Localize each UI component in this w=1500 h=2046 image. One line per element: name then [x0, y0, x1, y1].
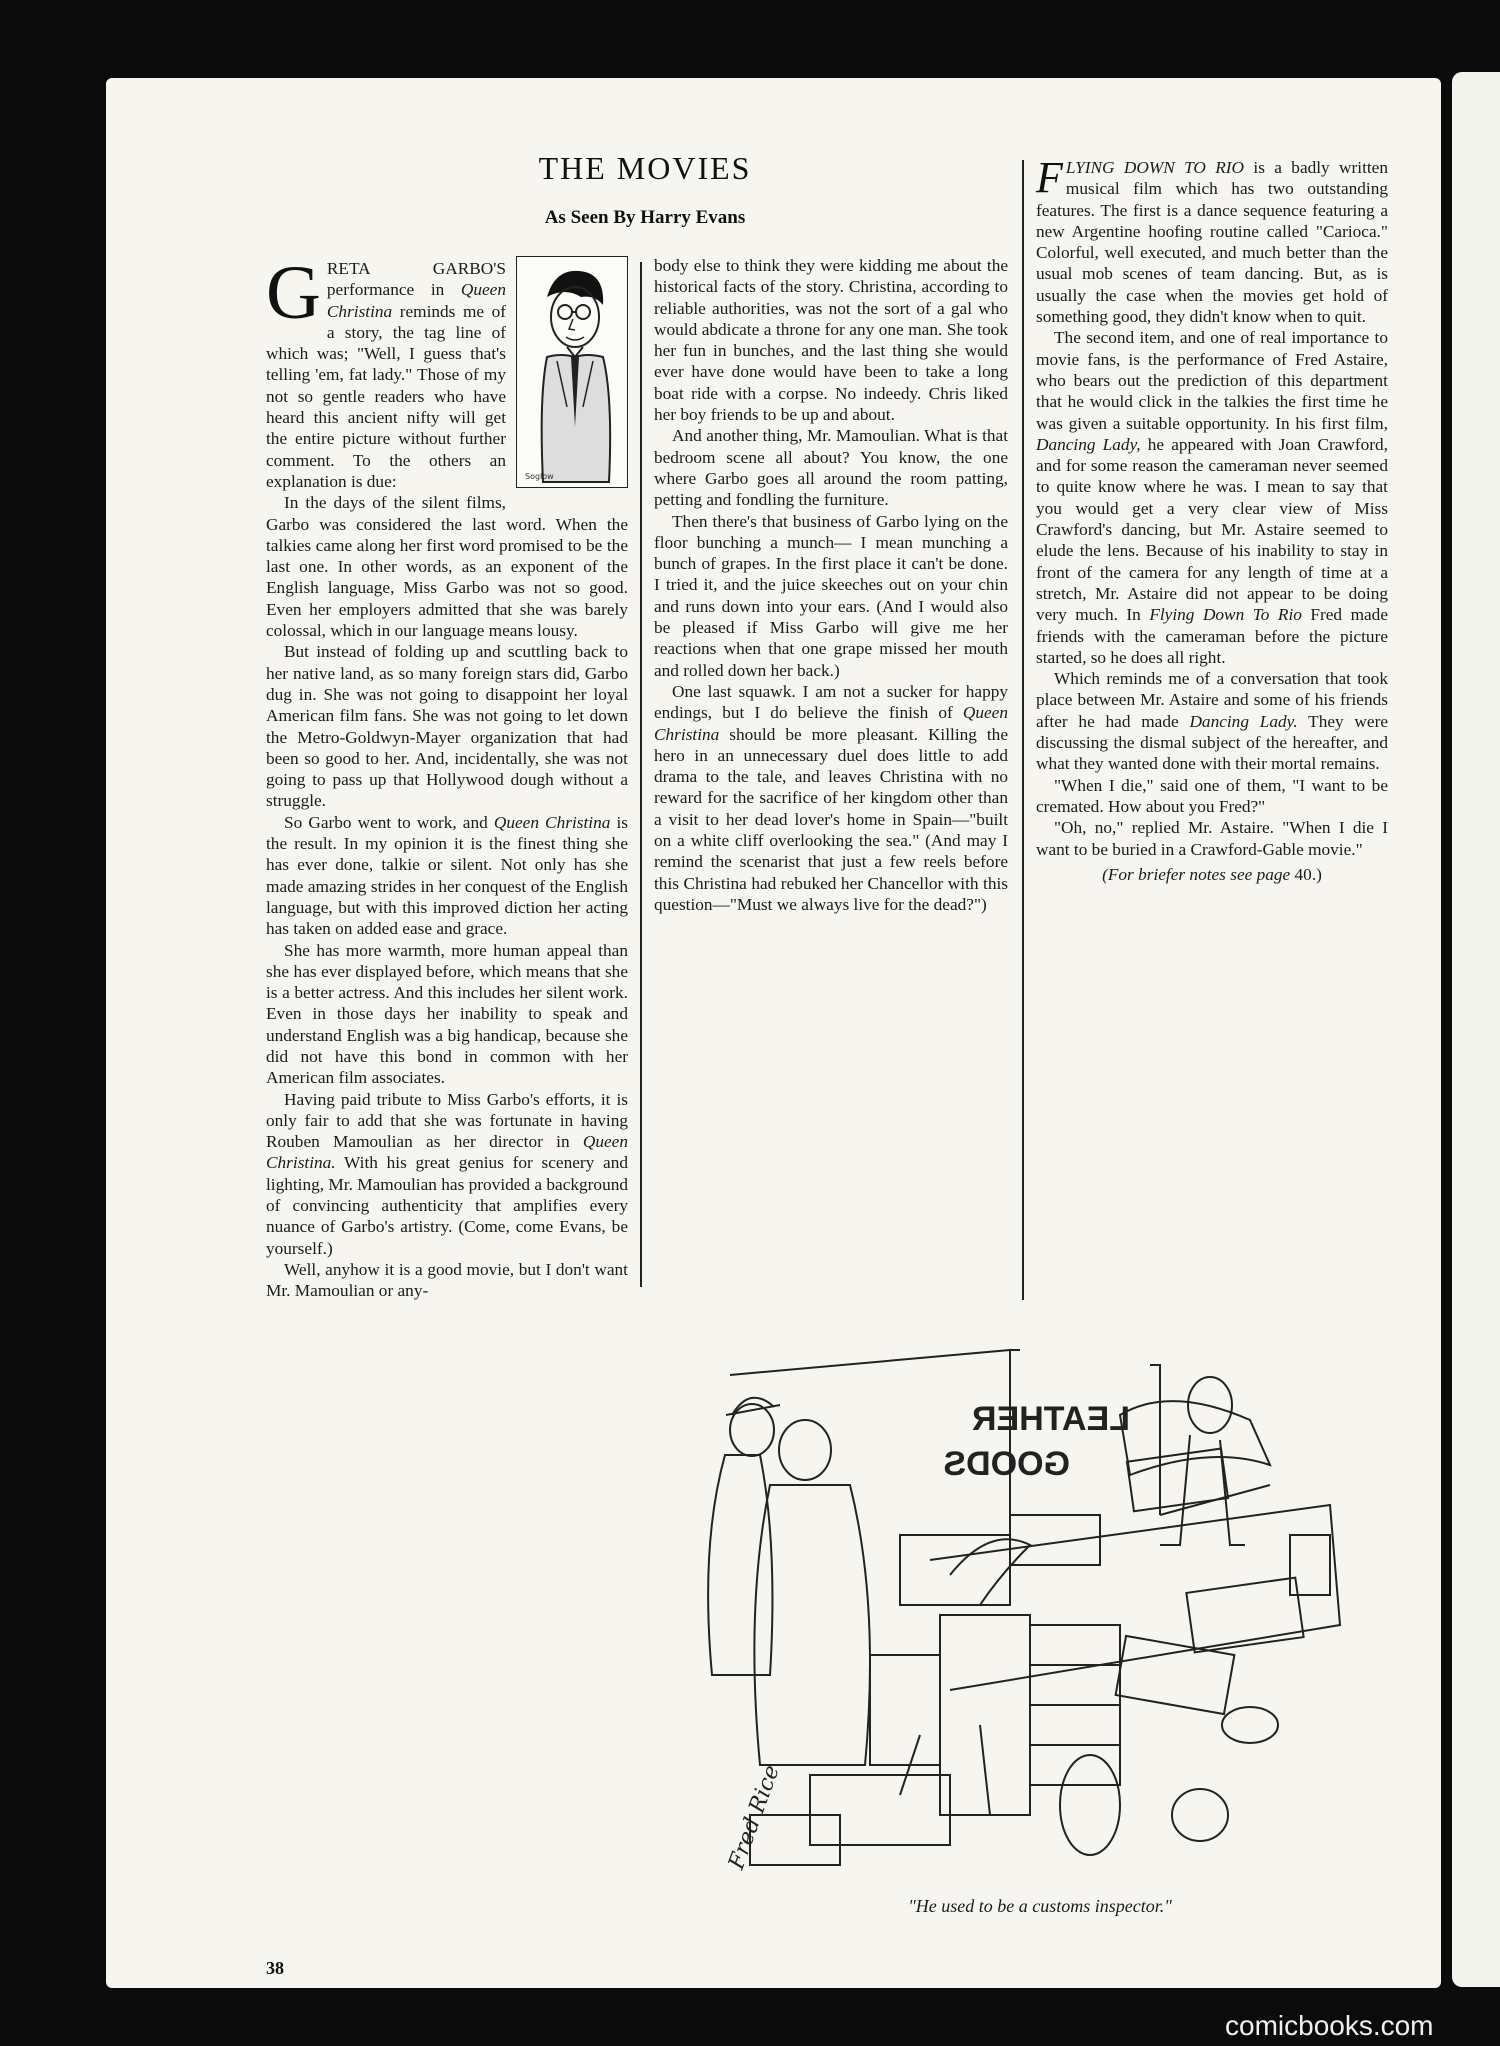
- film-title-queen-christina: Queen Christina: [326, 280, 506, 321]
- col3-paragraph-3: Which reminds me of a conversation that took place between Mr. Astaire and some of his friends after he had made Dancing Lady. They were discussing the dismal subject of the hereafter, and what they wanted done with their mortal remains.: [1036, 669, 1388, 774]
- article-byline: As Seen By Harry Evans: [544, 207, 746, 228]
- column-divider-right: [1022, 160, 1024, 1300]
- col1-p1-text-cont: reminds me of a story, the tag line of which was; "Well, I guess that's telling 'em, fat lady." Those of my not so gentle readers who have heard this ancient nifty will get the entire picture without further comment. To the others an explanation is due:: [266, 301, 506, 491]
- page-number: 38: [266, 1958, 284, 1978]
- adjacent-page-edge: [1452, 72, 1500, 1987]
- caricature-drawing: [517, 257, 627, 487]
- cartoon-drawing: [690, 1345, 1350, 1890]
- cartoon-caption: "He used to be a customs inspector.": [908, 1896, 1172, 1916]
- film-title-flying-down-to-rio: LYING DOWN TO RIO: [1065, 158, 1245, 177]
- caricature-portrait: [516, 256, 628, 488]
- artist-signature: Fred Rice: [724, 1761, 785, 1873]
- col1-paragraph-6: Having paid tribute to Miss Garbo's efforts, it is only fair to add that she was fortunate in having Rouben Mamoulian as her director in Queen Christina. With his great genius for scenery and lighting, Mr. Mamoulian has provided a background of convincing authenticity that amplifies every nuance of Garbo's artistry. (Come, come Evans, be yourself.): [266, 1089, 628, 1258]
- col2-paragraph-2: And another thing, Mr. Mamoulian. What is that bedroom scene all about? You know, the one where Garbo goes all around the room patting, petting and fondling the furniture.: [654, 426, 1008, 510]
- article-column-2: [654, 255, 1008, 915]
- shop-sign-goods: GOODS: [943, 1445, 1070, 1483]
- col1-paragraph-2: In the days of the silent films, Garbo was considered the last word. When the talkies came along her first word promised to be the last one. In other words, as an exponent of the English language, Miss Garbo was not so good. Even her employers admitted that she was barely colossal, which in our language means lousy.: [266, 493, 628, 641]
- col2-paragraph-1: body else to think they were kidding me about the historical facts of the story. Christina, according to reliable authorities, was not the sort of a gal who would abdicate a throne for any one man. She took her fun in bunches, and the last thing she would ever have done would have been to take a long boat ride with a corpse. No indeedy. Chris liked her boy friends to be up and about.: [654, 256, 1008, 425]
- dropcap-g: G: [266, 251, 321, 335]
- col3-paragraph-4: "When I die," said one of them, "I want to be cremated. How about you Fred?": [1036, 775, 1388, 816]
- col1-p1-text: RETA GARBO'S performance in: [326, 259, 506, 300]
- watermark-text: comicbooks.com: [1225, 2010, 1434, 2041]
- col1-paragraph-7: Well, anyhow it is a good movie, but I don't want Mr. Mamoulian or any-: [266, 1259, 628, 1301]
- col1-paragraph-3: But instead of folding up and scuttling back to her native land, as so many foreign stars did, Garbo dug in. She was not going to disappoint her loyal American film fans. She was not going to let down the Metro-Goldwyn-Mayer organization that had been so good to her. And, incidentally, she was not going to pass up that Hollywood dough without a struggle.: [266, 642, 628, 811]
- article-column-3: [1036, 153, 1389, 885]
- dropcap-f: F: [1036, 153, 1063, 202]
- shop-sign-leather: LEATHER: [971, 1400, 1130, 1438]
- article-column-1: [266, 251, 628, 1302]
- article-title: THE MOVIES: [538, 150, 752, 186]
- col3-paragraph-1: FLYING DOWN TO RIO is a badly written musical film which has two outstanding features. The first is a dance sequence featuring a new Argentine hoofing routine called "Carioca." Colorful, well executed, and much better than the usual mob scenes of team dancing. But, as is usually the case when the movies get hold of something good, they didn't know when to quit.: [1036, 153, 1388, 327]
- col2-paragraph-4: One last squawk. I am not a sucker for happy endings, but I do believe the finish of Queen Christina should be more pleasant. Killing the hero in an unnecessary duel does little to add drama to the tale, and leaves Christina with no reward for the sacrifice of her kingdom other than a visit to her dead lover's home in Spain—"built on a white cliff overlooking the sea." (And may I remind the scenarist that just a few reels before this Christina had rebuked her Chancellor with this question—"Must we always live for the dead?"): [654, 681, 1008, 914]
- col3-paragraph-5: "Oh, no," replied Mr. Astaire. "When I die I want to be buried in a Crawford-Gable movie.": [1036, 818, 1388, 859]
- col2-paragraph-3: Then there's that business of Garbo lying on the floor bunching a munch— I mean munching a bunch of grapes. In the first place it can't be done. I tried it, and the juice skeeches out on your chin and runs down into your ears. (And I would also be pleased if Miss Garbo will give me her reactions when that one grape missed her mouth and rolled down her back.): [654, 511, 1008, 680]
- col1-paragraph-4: So Garbo went to work, and Queen Christina is the result. In my opinion it is the finest thing she has ever done, talkie or silent. Not only has she made amazing strides in her conquest of the English language, but with this improved diction her acting has taken on added ease and grace.: [266, 812, 628, 939]
- cartoon-illustration: [690, 1345, 1350, 1890]
- col3-paragraph-2: The second item, and one of real importance to movie fans, is the performance of Fred Astaire, who bears out the prediction of this department that he would click in the talkies the first time he was given a suitable opportunity. In his first film, Dancing Lady, he appeared with Joan Crawford, and for some reason the cameraman never seemed to quite know where he was. I mean to say that you would get a very clear view of Miss Crawford's dancing, but Mr. Astaire seemed to elude the lens. Because of his inability to stay in front of the camera for any length of time at a stretch, Mr. Astaire did not appear to be doing very much. In Flying Down To Rio Fred made friends with the cameraman before the picture started, so he does all right.: [1036, 328, 1389, 667]
- briefer-notes-reference: (For briefer notes see page 40.): [1102, 864, 1322, 884]
- col1-paragraph-5: She has more warmth, more human appeal than she has ever displayed before, which means that she is a better actress. And this includes her silent work. Even in those days her inability to speak and understand English was a big handicap, because she did not have this bond in common with her American film associates.: [266, 940, 628, 1088]
- column-divider-left: [640, 262, 642, 1287]
- portrait-signature: Soglow: [525, 472, 554, 481]
